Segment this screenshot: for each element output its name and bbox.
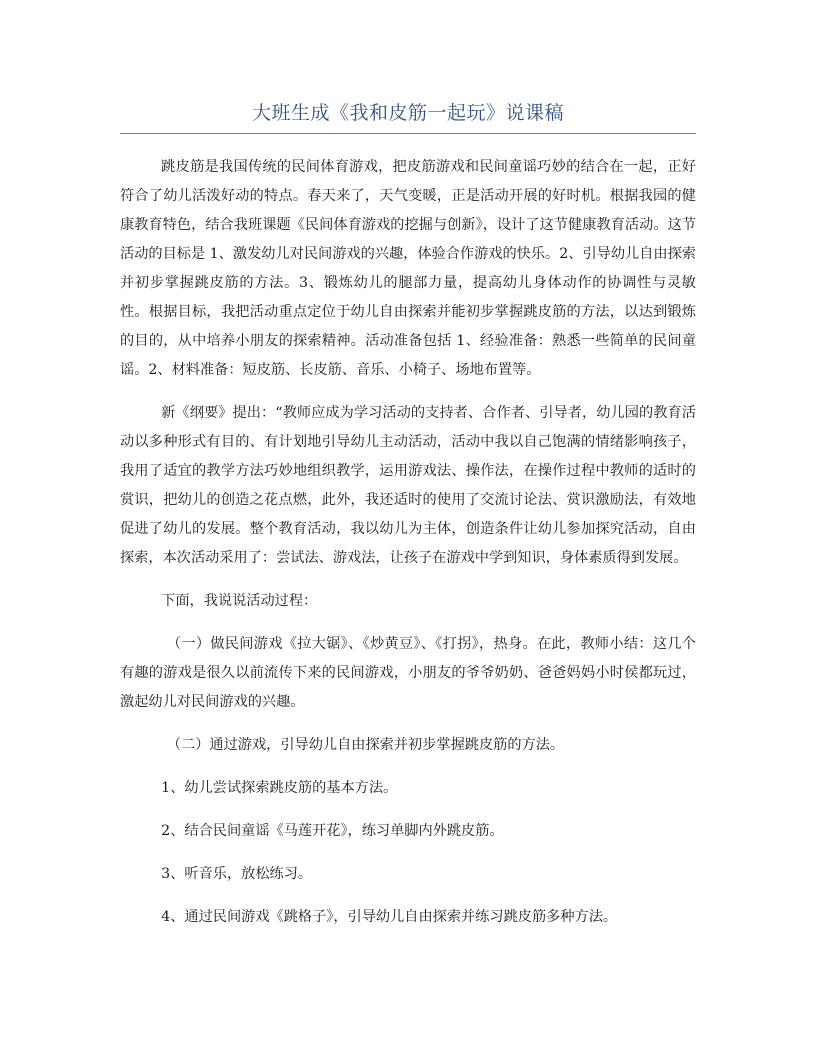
document-title: 大班生成《我和皮筋一起玩》说课稿 [251,102,564,124]
list-item: 4、通过民间游戏《跳格子》，引导幼儿自由探索并练习跳皮筋多种方法。 [161,909,618,925]
paragraph-step-two: （二）通过游戏，引导幼儿自由探索并初步掌握跳皮筋的方法。 [166,737,565,753]
title-underline [120,133,696,134]
list-item: 1、幼儿尝试探索跳皮筋的基本方法。 [161,780,398,796]
paragraph-method: 新《纲要》提出：“教师应成为学习活动的支持者、合作者、引导者，幼儿园的教育活动以多种形式有目的、有计划地引导幼儿主动活动，活动中我以自己饱满的情绪影响孩子，我用了适宜的教学方法巧妙地组织教学，运用游戏法、操作法，在操作过程中教师的适时的赏识，把幼儿的创造之花点燃，此外，我还适时的使用了交流讨论法、赏识激励法，有效地促进了幼儿的发展。整个教育活动，我以幼儿为主体，创造条件让幼儿参加探究活动，自由探索，本次活动采用了：尝试法、游戏法，让孩子在游戏中学到知识，身体素质得到发展。 [120,405,696,566]
paragraph-step-one: （一）做民间游戏《拉大锯》、《炒黄豆》、《打拐》，热身。在此，教师小结：这几个有趣的游戏是很久以前流传下来的民间游戏，小朋友的爷爷奶奶、爸爸妈妈小时侯都玩过，激起幼儿对民间游戏的兴趣。 [120,636,696,710]
document-body [120,153,696,946]
paragraph-intro: 跳皮筋是我国传统的民间体育游戏，把皮筋游戏和民间童谣巧妙的结合在一起，正好符合了幼儿活泼好动的特点。春天来了，天气变暖，正是活动开展的好时机。根据我园的健康教育特色，结合我班课题《民间体育游戏的挖掘与创新》，设计了这节健康教育活动。这节活动的目标是 1、激发幼儿对民间游戏的兴趣，体验合作游戏的快乐。2、引导幼儿自由探索并初步掌握跳皮筋的方法。3、锻炼幼儿的腿部力量，提高幼儿身体动作的协调性与灵敏性。根据目标，我把活动重点定位于幼儿自由探索并能初步掌握跳皮筋的方法，以达到锻炼的目的，从中培养小朋友的探索精神。活动准备包括 1、经验准备：熟悉一些简单的民间童谣。2、材料准备：短皮筋、长皮筋、音乐、小椅子、场地布置等。 [120,159,696,378]
list-item: 3、听音乐，放松练习。 [161,866,313,882]
list-item: 2、结合民间童谣《马莲开花》，练习单脚内外跳皮筋。 [161,823,504,839]
paragraph-process-heading: 下面，我说说活动过程： [161,593,318,609]
